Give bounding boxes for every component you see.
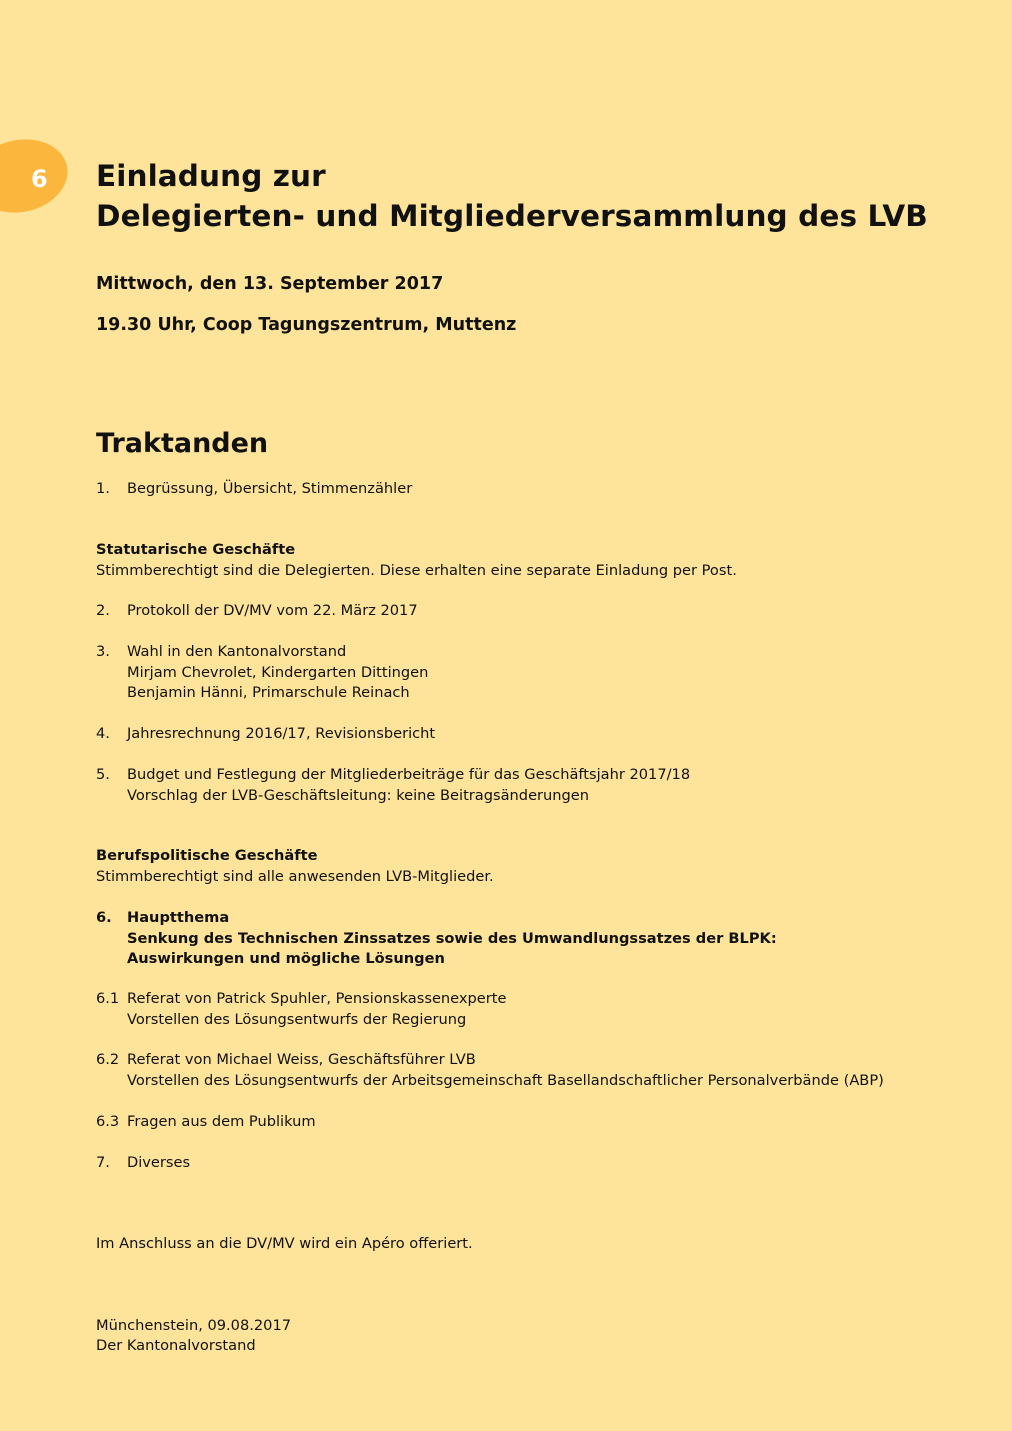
agenda-item-number: 3. [96, 643, 110, 660]
agenda-item-line: Jahresrechnung 2016/17, Revisionsbericht [127, 725, 436, 742]
agenda-item-number: 1. [96, 480, 110, 497]
title-line-2: Delegierten- und Mitgliederversammlung des LVB [96, 199, 928, 233]
signature: Der Kantonalvorstand [96, 1337, 256, 1354]
statutarisch-heading: Statutarische Geschäfte [96, 541, 296, 558]
agenda-item-number: 6.1 [96, 990, 120, 1007]
agenda-item-line: Referat von Michael Weiss, Geschäftsführer LVB [127, 1051, 476, 1068]
agenda-item-line: Hauptthema [127, 909, 230, 926]
meeting-date: Mittwoch, den 13. September 2017 [96, 274, 444, 294]
meeting-time-place: 19.30 Uhr, Coop Tagungszentrum, Muttenz [96, 315, 517, 335]
agenda-item-line: Referat von Patrick Spuhler, Pensionskassenexperte [127, 990, 507, 1007]
agenda-item-number: 6.3 [96, 1113, 120, 1130]
berufspolitisch-note: Stimmberechtigt sind alle anwesenden LVB-Mitglieder. [96, 868, 494, 885]
agenda-item-line: Fragen aus dem Publikum [127, 1113, 316, 1130]
apero-note: Im Anschluss an die DV/MV wird ein Apéro offeriert. [96, 1235, 473, 1252]
agenda-item-line: Vorstellen des Lösungsentwurfs der Arbeitsgemeinschaft Basellandschaftlicher Personalverbände (ABP) [127, 1071, 884, 1089]
agenda-item-number: 2. [96, 602, 110, 619]
agenda-item-number: 7. [96, 1154, 110, 1171]
page-title [96, 156, 928, 236]
agenda-item-number: 6. [96, 909, 112, 926]
agenda-item-line: Vorschlag der LVB-Geschäftsleitung: keine Beitragsänderungen [127, 786, 590, 804]
agenda-item-number: 5. [96, 766, 110, 783]
agenda-item-number: 6.2 [96, 1051, 120, 1068]
agenda-item-line: Senkung des Technischen Zinssatzes sowie des Umwandlungssatzes der BLPK: [127, 929, 777, 947]
berufspolitisch-heading: Berufspolitische Geschäfte [96, 847, 318, 864]
agenda-item-line: Auswirkungen und mögliche Lösungen [127, 950, 445, 967]
agenda-item-line: Wahl in den Kantonalvorstand [127, 643, 347, 660]
statutarisch-note: Stimmberechtigt sind die Delegierten. Diese erhalten eine separate Einladung per Post. [96, 562, 737, 579]
agenda-item-line: Mirjam Chevrolet, Kindergarten Dittingen [127, 663, 429, 681]
agenda-item-line: Diverses [127, 1154, 191, 1171]
agenda-item-line: Protokoll der DV/MV vom 22. März 2017 [127, 602, 418, 619]
traktanden-title: Traktanden [96, 428, 269, 459]
agenda-item-line: Benjamin Hänni, Primarschule Reinach [127, 684, 410, 701]
title-line-1: Einladung zur [96, 159, 326, 193]
agenda-item-number: 4. [96, 725, 110, 742]
place-date: Münchenstein, 09.08.2017 [96, 1317, 292, 1334]
agenda-item-line: Budget und Festlegung der Mitgliederbeiträge für das Geschäftsjahr 2017/18 [127, 766, 691, 783]
agenda-item-line: Begrüssung, Übersicht, Stimmenzähler [127, 480, 413, 497]
page-number: 6 [31, 165, 48, 193]
agenda-item-line: Vorstellen des Lösungsentwurfs der Regierung [127, 1010, 467, 1028]
